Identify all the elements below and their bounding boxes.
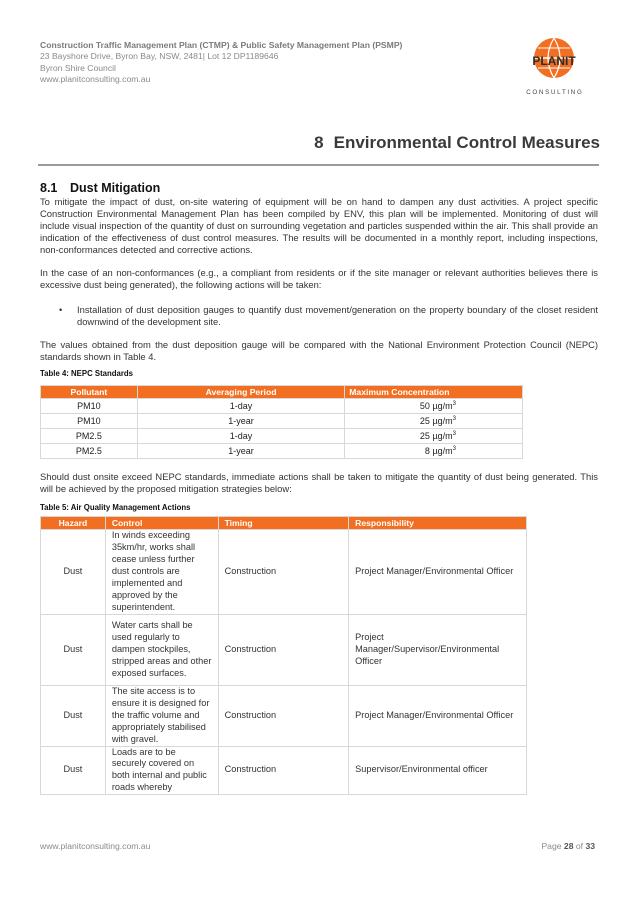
heading-divider — [38, 164, 599, 166]
control-cell: The site access is to ensure it is designed for the traffic volume and appropriately stabilised with gravel. — [105, 686, 218, 747]
table-row — [41, 686, 527, 747]
pollutant-cell: PM10 — [41, 414, 138, 429]
table-header-row — [41, 386, 523, 399]
concentration-cell: 25 $\mu g/m^3$ — [345, 429, 523, 444]
table5-caption: Table 5: Air Quality Management Actions — [40, 503, 191, 512]
timing-cell: Construction — [218, 615, 349, 686]
section-number: 8 — [314, 133, 324, 152]
document-header — [40, 40, 402, 86]
column-header: Pollutant — [41, 386, 138, 399]
paragraph-exceed: Should dust onsite exceed NEPC standards, immediate actions shall be taken to mitigate the quantity of dust being generated. This will be achieved by the proposed mitigation strategies below: — [40, 471, 598, 494]
footer-website: www.planitconsulting.com.au — [40, 841, 151, 851]
paragraph-dust-mitigation: To mitigate the impact of dust, on-site watering of equipment will be on hand to dampen any dust activities. A project specific Construction Environmental Management Plan has been compiled by ENV, this plan will be implemented. Monitoring of dust will include visual inspection of the quantity of dust on surrounding vegetation and particles suspended within the air. This shall provide an indication of the effectiveness of dust control measures. The results will be documented in a monthly report, including inspections, non-conformances detected and corrective actions. — [40, 196, 598, 255]
column-header: Hazard — [41, 517, 106, 530]
responsibility-cell: Supervisor/Environmental officer — [349, 746, 527, 795]
subsection-title: Dust Mitigation — [70, 181, 161, 195]
table-row — [41, 399, 523, 414]
concentration-cell: 8 $\mu g/m^3$ — [345, 444, 523, 459]
nepc-standards-table — [40, 385, 523, 459]
period-cell: 1-day — [137, 399, 344, 414]
bullet-dot-icon: • — [59, 304, 63, 315]
table4-caption: Table 4: NEPC Standards — [40, 369, 134, 378]
air-quality-actions-table — [40, 516, 527, 795]
paragraph-nepc: The values obtained from the dust deposition gauge will be compared with the National Environment Protection Council (NEPC) standards shown in Table 4. — [40, 339, 598, 362]
period-cell: 1-day — [137, 429, 344, 444]
section-title: Environmental Control Measures — [333, 133, 600, 152]
subsection-number: 8.1 — [40, 181, 58, 195]
bullet-text: Installation of dust deposition gauges to quantify dust movement/generation on the property boundary of the closet resident downwind of the development site. — [77, 304, 598, 327]
header-council: Byron Shire Council — [40, 62, 116, 73]
svg-text:C O N S U L T I N G: C O N S U L T I N G — [526, 89, 582, 96]
table-header-row — [41, 517, 527, 530]
timing-cell: Construction — [218, 686, 349, 747]
period-cell: 1-year — [137, 444, 344, 459]
responsibility-cell: Project Manager/Environmental Officer — [349, 530, 527, 615]
table-row — [41, 429, 523, 444]
period-cell: 1-year — [137, 414, 344, 429]
header-website: www.planitconsulting.com.au — [40, 74, 151, 85]
control-cell: In winds exceeding 35km/hr, works shall cease unless further dust controls are implemented and approved by the superintendent. — [105, 530, 218, 615]
column-header: Responsibility — [349, 517, 527, 530]
column-header: Timing — [218, 517, 349, 530]
page-number: Page 28 of 33 — [541, 841, 595, 851]
pollutant-cell: PM2.5 — [41, 444, 138, 459]
pollutant-cell: PM2.5 — [41, 429, 138, 444]
hazard-cell: Dust — [41, 686, 106, 747]
table-row — [41, 444, 523, 459]
table-row — [41, 414, 523, 429]
section-heading — [314, 133, 600, 153]
header-title: Construction Traffic Management Plan (CTMP) & Public Safety Management Plan (PSMP) — [40, 40, 403, 50]
column-header: Maximum Concentration — [345, 386, 523, 399]
svg-text:PLANIT: PLANIT — [532, 54, 576, 68]
concentration-cell: 25 $\mu g/m^3$ — [345, 414, 523, 429]
table-row — [41, 615, 527, 686]
hazard-cell: Dust — [41, 530, 106, 615]
hazard-cell: Dust — [41, 615, 106, 686]
pollutant-cell: PM10 — [41, 399, 138, 414]
concentration-cell: 50 $\mu g/m^3$ — [345, 399, 523, 414]
hazard-cell: Dust — [41, 746, 106, 795]
paragraph-non-conformance: In the case of an non-conformances (e.g., a compliant from residents or if the site manager or relevant authorities believes there is excessive dust being generated), the following actions will be taken: — [40, 267, 598, 290]
bullet-item — [59, 304, 598, 328]
subsection-heading — [40, 181, 160, 195]
table-row — [41, 530, 527, 615]
column-header: Averaging Period — [137, 386, 344, 399]
table-row — [41, 746, 527, 795]
control-cell: Loads are to be securely covered on both internal and public roads whereby — [105, 746, 218, 795]
responsibility-cell: Project Manager/Environmental Officer — [349, 686, 527, 747]
planit-logo — [502, 36, 602, 98]
column-header: Control — [105, 517, 218, 530]
control-cell: Water carts shall be used regularly to dampen stockpiles, stripped areas and other exposed surfaces. — [105, 615, 218, 686]
header-address: 23 Bayshore Drive, Byron Bay, NSW, 2481| Lot 12 DP1189646 — [40, 51, 279, 62]
timing-cell: Construction — [218, 746, 349, 795]
responsibility-cell: Project Manager/Supervisor/Environmental Officer — [349, 615, 527, 686]
timing-cell: Construction — [218, 530, 349, 615]
